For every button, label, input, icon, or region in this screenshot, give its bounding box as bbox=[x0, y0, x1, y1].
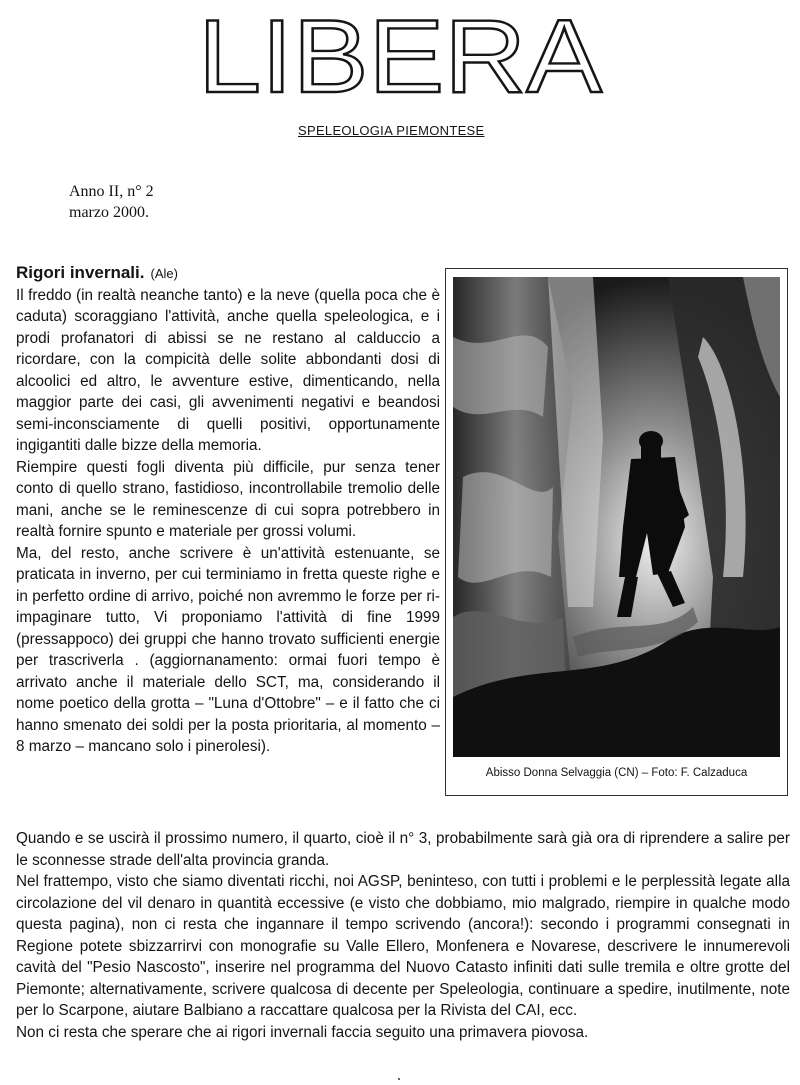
masthead-title-text: LIBERA bbox=[198, 12, 603, 100]
issue-date: marzo 2000. bbox=[69, 204, 149, 221]
photo-caption: Abisso Donna Selvaggia (CN) – Foto: F. Calzaduca bbox=[485, 767, 748, 779]
article-continuation bbox=[16, 828, 790, 1043]
article-paragraph: Nel frattempo, visto che siamo diventati ricchi, noi AGSP, beninteso, con tutti i problemi e le perplessità legate alla circolazione del vil denaro in quantità eccessive (e visto che dobbiamo, mio malgrado, riempire in qualche modo questa pagina), non ci resta che ingannare il tempo scrivendo (ancora!): secondo i programmi consegnati in Regione potete sbizzarrirvi con monografie su Valle Ellero, Monfenera e Novarese, descrivere le innumerevoli cavità del "Pesio Nascosto", inserire nel programma del Nuovo Catasto infiniti dati sulle tremila e oltre grotte del Piemonte; alternativamente, scrivere qualcosa di decente per Speleologia, continuare a spedire, inutilmente, note per lo Scarpone, aiutare Balbiano a raccattare qualcosa per la Rivista del CAI, ecc. bbox=[16, 873, 790, 1019]
issue-number: Anno II, n° 2 bbox=[69, 183, 154, 200]
article-paragraph: Non ci resta che sperare che ai rigori invernali faccia seguito una primavera piovosa. bbox=[16, 1023, 589, 1041]
article-paragraph: Il freddo (in realtà neanche tanto) e la neve (quella poca che è caduta) scoraggiano l'attività, anche quella speleologica, e i prodi profanatori di abissi se ne restano al calduccio a ricordare, con la compicità delle solite abbondanti dosi di alcoolici ed altro, le avventure estive, dimenticando, nella maggior parte dei casi, gli avvenimenti negativi e beandosi semi-inconsciamente di quelli positivi, opportunamente ingigantiti dalle bizze della memoria. bbox=[16, 286, 440, 454]
article-heading-line bbox=[16, 262, 440, 285]
masthead-subtitle: SPELEOLOGIA PIEMONTESE bbox=[298, 123, 485, 138]
article-paragraph: Quando e se uscirà il prossimo numero, il quarto, cioè il n° 3, probabilmente sarà già ora di riprendere a salire per le sconnesse strade dell'alta provincia granda. bbox=[16, 830, 790, 869]
article-paragraph: Riempire questi fogli diventa più difficile, pur senza tener conto di quello strano, fastidioso, incontrollabile tremolio delle mani, anche se le reminescenze di cui sopra potrebbero in realtà fornire spunto e materiale per grossi volumi. bbox=[16, 458, 440, 540]
issue-info bbox=[69, 181, 154, 223]
article-heading: Rigori invernali. bbox=[16, 263, 145, 282]
photo-figure bbox=[445, 268, 788, 796]
article-paragraph: Ma, del resto, anche scrivere è un'attività estenuante, se praticata in inverno, per cui terminiamo in fretta queste righe e in perfetto ordine di arrivo, poiché non avremmo le forze per ri-impaginare tutto, Vi proponiamo l'attività di fine 1999 (pressappoco) dei gruppi che hanno trovato sufficienti energie per trascriverla . (aggiornanamento: ormai fuori tempo è arrivato anche il materiale dello SCT, ma, considerando il nome poetico della grotta – "Luna d'Ottobre" – e il fatto che ci hanno smenato dei soldi per la posta prioritaria, al momento – 8 marzo – mancano solo i pinerolesi). bbox=[16, 544, 440, 755]
cave-photo bbox=[453, 277, 780, 757]
scan-speck bbox=[398, 1078, 400, 1080]
article-column bbox=[16, 262, 440, 758]
article-author: (Ale) bbox=[150, 266, 178, 281]
masthead-title bbox=[195, 12, 605, 100]
